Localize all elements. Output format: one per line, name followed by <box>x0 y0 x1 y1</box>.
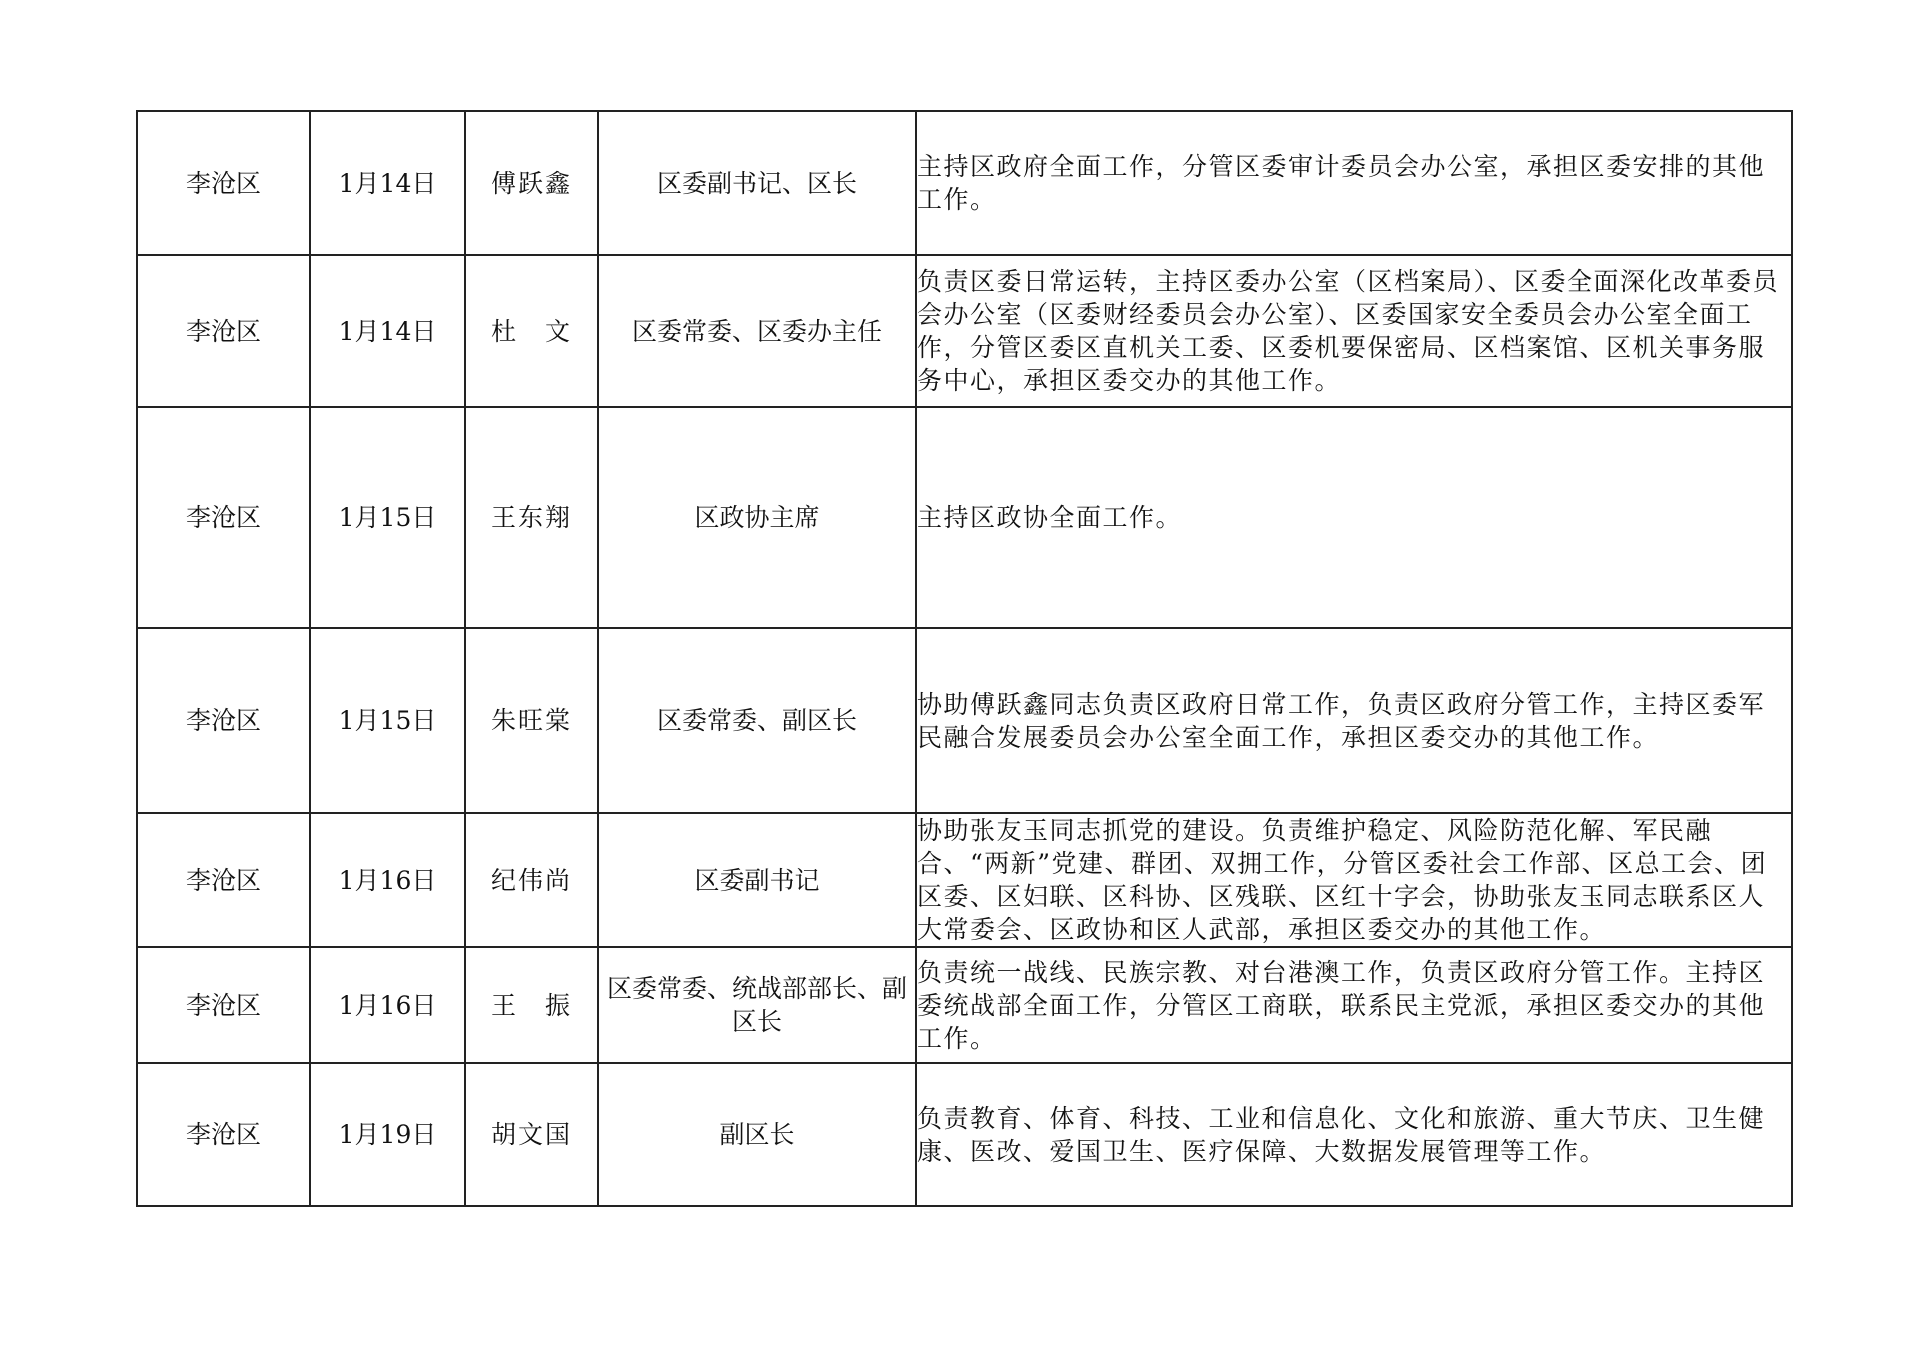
table-row <box>137 813 1792 947</box>
table-row <box>137 111 1792 255</box>
district-cell: 李沧区 <box>137 255 310 407</box>
date-cell: 1月14日 <box>310 255 465 407</box>
duties-cell: 负责区委日常运转，主持区委办公室（区档案局）、区委全面深化改革委员会办公室（区委财经委员会办公室）、区委国家安全委员会办公室全面工作，分管区委区直机关工委、区委机要保密局、区档案馆、区机关事务服务中心，承担区委交办的其他工作。 <box>916 255 1792 407</box>
duties-cell: 负责教育、体育、科技、工业和信息化、文化和旅游、重大节庆、卫生健康、医改、爱国卫生、医疗保障、大数据发展管理等工作。 <box>916 1063 1792 1206</box>
name-cell: 纪伟尚 <box>465 813 598 947</box>
position-cell: 区政协主席 <box>598 407 916 628</box>
table-row <box>137 255 1792 407</box>
date-cell: 1月15日 <box>310 628 465 813</box>
date-cell: 1月14日 <box>310 111 465 255</box>
district-cell: 李沧区 <box>137 1063 310 1206</box>
position-cell: 区委副书记 <box>598 813 916 947</box>
position-cell: 区委副书记、区长 <box>598 111 916 255</box>
duties-cell: 协助傅跃鑫同志负责区政府日常工作，负责区政府分管工作，主持区委军民融合发展委员会办公室全面工作，承担区委交办的其他工作。 <box>916 628 1792 813</box>
name-cell: 朱旺棠 <box>465 628 598 813</box>
table-row <box>137 628 1792 813</box>
district-cell: 李沧区 <box>137 407 310 628</box>
duties-cell: 协助张友玉同志抓党的建设。负责维护稳定、风险防范化解、军民融合、“两新”党建、群团、双拥工作，分管区委社会工作部、区总工会、团区委、区妇联、区科协、区残联、区红十字会，协助张友玉同志联系区人大常委会、区政协和区人武部，承担区委交办的其他工作。 <box>916 813 1792 947</box>
district-cell: 李沧区 <box>137 813 310 947</box>
date-cell: 1月15日 <box>310 407 465 628</box>
position-cell: 副区长 <box>598 1063 916 1206</box>
date-cell: 1月16日 <box>310 947 465 1063</box>
district-cell: 李沧区 <box>137 111 310 255</box>
table-row <box>137 947 1792 1063</box>
name-cell: 杜 文 <box>465 255 598 407</box>
name-cell: 王 振 <box>465 947 598 1063</box>
duties-cell: 主持区政府全面工作，分管区委审计委员会办公室，承担区委安排的其他工作。 <box>916 111 1792 255</box>
name-cell: 傅跃鑫 <box>465 111 598 255</box>
date-cell: 1月19日 <box>310 1063 465 1206</box>
position-cell: 区委常委、副区长 <box>598 628 916 813</box>
duties-cell: 主持区政协全面工作。 <box>916 407 1792 628</box>
name-cell: 胡文国 <box>465 1063 598 1206</box>
date-cell: 1月16日 <box>310 813 465 947</box>
district-cell: 李沧区 <box>137 947 310 1063</box>
position-cell: 区委常委、区委办主任 <box>598 255 916 407</box>
position-cell: 区委常委、统战部部长、副区长 <box>598 947 916 1063</box>
district-cell: 李沧区 <box>137 628 310 813</box>
duties-cell: 负责统一战线、民族宗教、对台港澳工作，负责区政府分管工作。主持区委统战部全面工作，分管区工商联，联系民主党派，承担区委交办的其他工作。 <box>916 947 1792 1063</box>
name-cell: 王东翔 <box>465 407 598 628</box>
table-row <box>137 407 1792 628</box>
officials-table <box>136 110 1793 1207</box>
table-row <box>137 1063 1792 1206</box>
